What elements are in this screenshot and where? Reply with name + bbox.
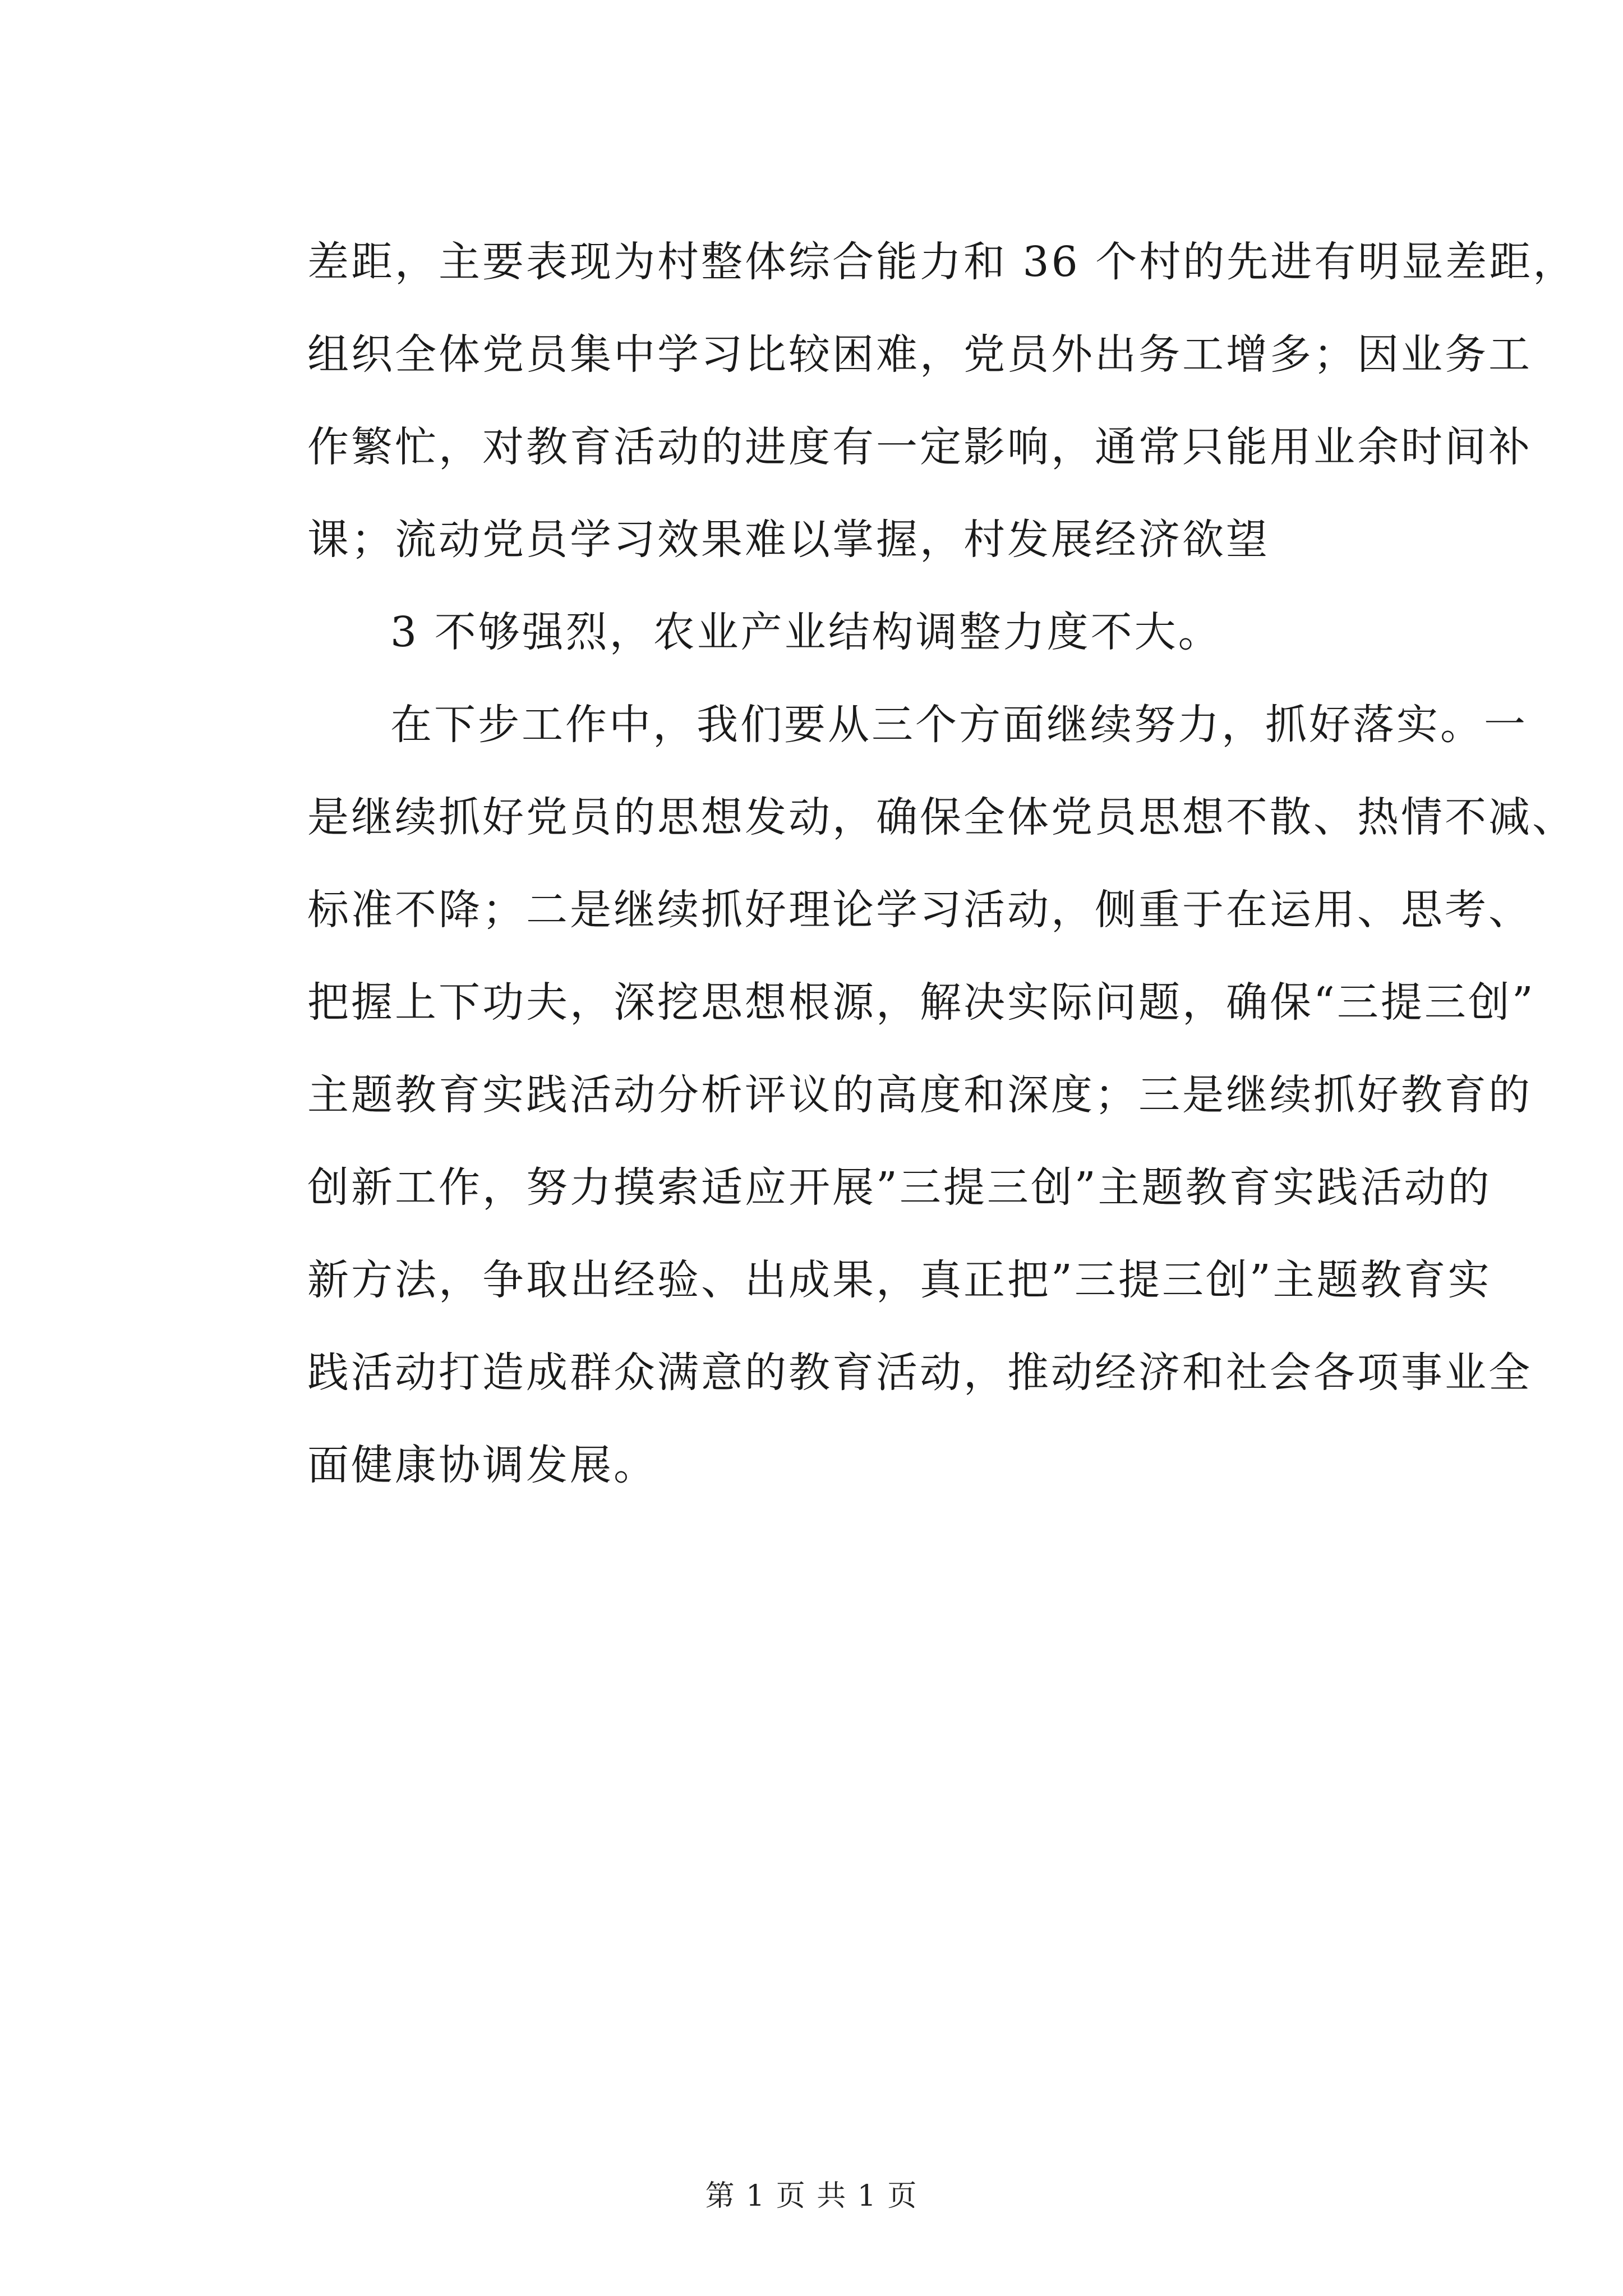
text-line: 组织全体党员集中学习比较困难，党员外出务工增多；因业务工 bbox=[307, 330, 1532, 379]
text-line: 作繁忙，对教育活动的进度有一定影响，通常只能用业余时间补 bbox=[307, 423, 1532, 471]
text-line: 面健康协调发展。 bbox=[307, 1441, 657, 1489]
text-line: 新方法，争取出经验、出成果，真正把”三提三创”主题教育实 bbox=[307, 1256, 1492, 1304]
text-line: 课；流动党员学习效果难以掌握，村发展经济欲望 bbox=[307, 516, 1270, 564]
text-line: 践活动打造成群众满意的教育活动，推动经济和社会各项事业全 bbox=[307, 1349, 1532, 1397]
text-line: 是继续抓好党员的思想发动，确保全体党员思想不散、热情不减、 bbox=[307, 793, 1576, 841]
text-line: 创新工作，努力摸索适应开展”三提三创”主题教育实践活动的 bbox=[307, 1163, 1492, 1212]
document-body bbox=[307, 216, 1577, 1512]
page-footer bbox=[0, 2177, 1623, 2216]
text-line: 标准不降；二是继续抓好理论学习活动，侧重于在运用、思考、 bbox=[307, 886, 1532, 934]
text-line: 差距，主要表现为村整体综合能力和 36 个村的先进有明显差距， bbox=[307, 238, 1577, 286]
text-line: 把握上下功夫，深挖思想根源，解决实际问题，确保“三提三创” bbox=[307, 978, 1536, 1027]
text-line: 在下步工作中，我们要从三个方面继续努力，抓好落实。一 bbox=[390, 701, 1528, 749]
text-line: 主题教育实践活动分析评议的高度和深度；三是继续抓好教育的 bbox=[307, 1071, 1532, 1119]
page-number-label: 第 1 页 共 1 页 bbox=[705, 2179, 918, 2213]
text-line: 3 不够强烈，农业产业结构调整力度不大。 bbox=[390, 608, 1222, 656]
